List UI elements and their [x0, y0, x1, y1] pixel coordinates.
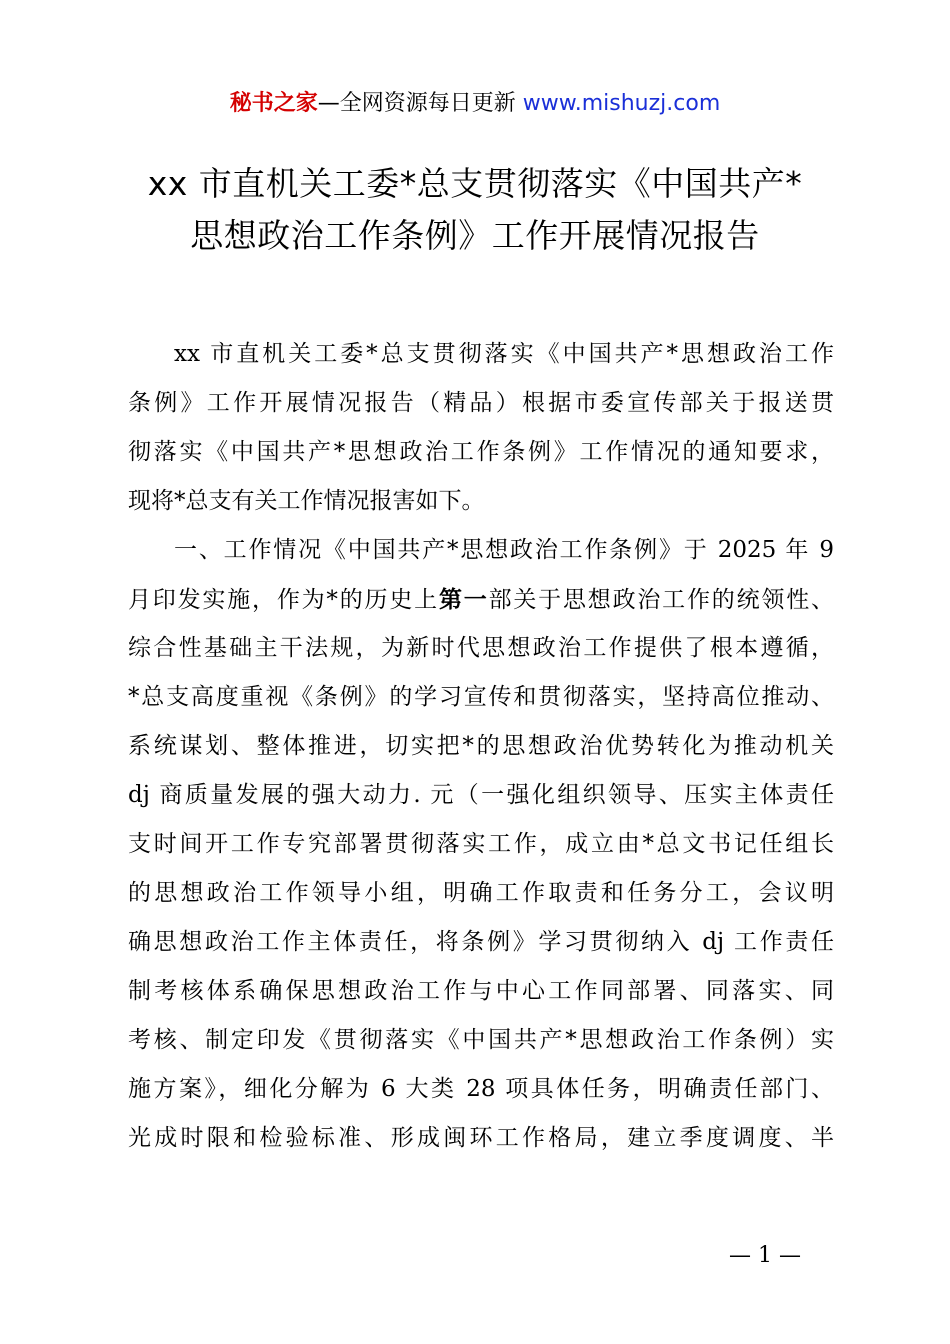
paragraph-2-line: 综合性基础主干法规，为新时代思想政治工作提供了根本遵循，	[128, 635, 834, 661]
text-run: 部关于思想政治工作的统领性、	[488, 587, 835, 613]
paragraph-2-line: 确思想政治工作主体责任，将条例》学习贯彻纳入 dj 工作责任	[128, 929, 834, 955]
paragraph-1-line: 彻落实《中国共产*思想政治工作条例》工作情况的通知要求，	[128, 439, 834, 465]
site-url: www.mishuzj.com	[522, 91, 721, 116]
paragraph-2-line: 的思想政治工作领导小组，明确工作取责和任务分工，会议明	[128, 880, 834, 906]
source-banner	[0, 88, 950, 120]
document-body	[128, 330, 834, 1163]
paragraph-2-line: 光成时限和检验标准、形成闽环工作格局，建立季度调度、半	[128, 1125, 834, 1151]
paragraph-2-line: 系统谋划、整体推进，切实把*的思想政治优势转化为推动机关	[128, 733, 834, 759]
bold-text-run: 第一	[438, 586, 489, 613]
document-title	[110, 158, 840, 262]
paragraph-1-line: xx 市直机关工委*总支贯彻落实《中国共产*思想政治工作	[174, 341, 834, 367]
title-line-1: xx 市直机关工委*总支贯彻落实《中国共产*	[147, 164, 803, 203]
title-line-2: 思想政治工作条例》工作开展情况报告	[190, 216, 760, 255]
paragraph-2-line: 支时间开工作专究部署贯彻落实工作，成立由*总文书记任组长	[128, 831, 834, 857]
paragraph-1-line: 现将*总支有关工作情况报害如下。	[128, 488, 485, 514]
paragraph-2-line: *总支高度重视《条例》的学习宣传和贯彻落实，坚持高位推动、	[128, 684, 834, 710]
text-run: 月印发实施，作为*的历史上	[128, 587, 439, 613]
paragraph-2-line: 考核、制定印发《贯彻落实《中国共产*思想政治工作条例）实	[128, 1027, 834, 1053]
paragraph-2-line: 制考核体系确保思想政治工作与中心工作同部署、同落实、同	[128, 978, 834, 1004]
banner-tagline: —全网资源每日更新	[317, 91, 523, 116]
paragraph-2-line	[128, 575, 834, 624]
page-number: — 1 —	[729, 1243, 801, 1268]
paragraph-2-line: dj 商质量发展的强大动力. 元（一强化组织领导、压实主体责任	[128, 782, 834, 808]
paragraph-2-line: 一、工作情况《中国共产*思想政治工作条例》于 2025 年 9	[174, 537, 834, 563]
paragraph-2-line: 施方案》，细化分解为 6 大类 28 项具体任务，明确责任部门、	[128, 1076, 834, 1102]
brand-name: 秘书之家	[229, 91, 318, 116]
paragraph-1-line: 条例》工作开展情况报告（精品）根据市委宣传部关于报送贯	[128, 390, 834, 416]
